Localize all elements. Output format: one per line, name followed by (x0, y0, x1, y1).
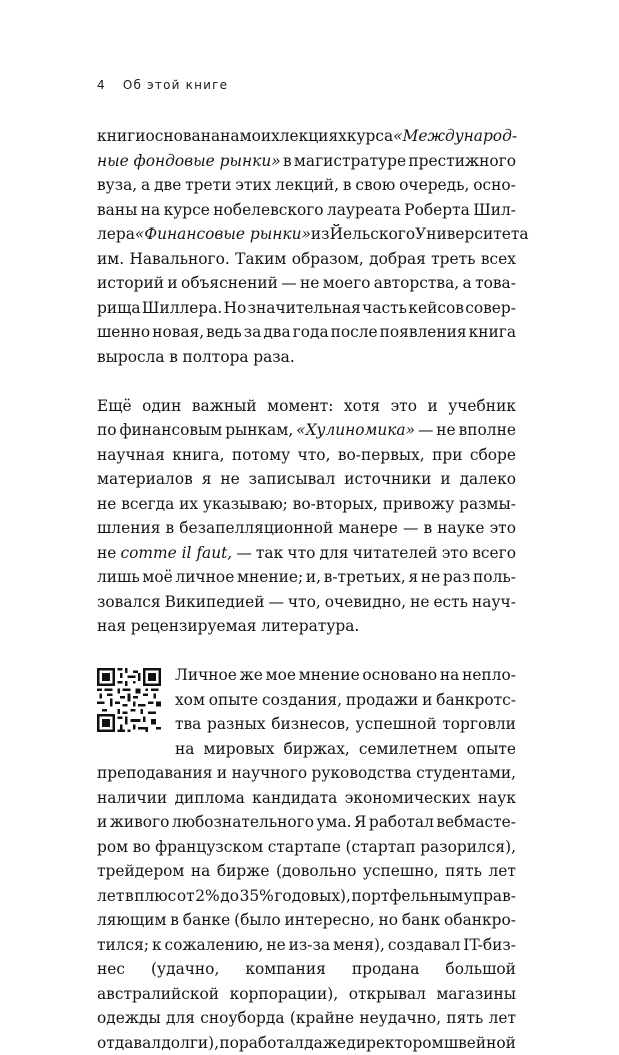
word: всегда (121, 492, 174, 517)
word: опыте (209, 688, 258, 713)
word: годовых), (274, 884, 351, 909)
word: раз (443, 565, 470, 590)
word: корпорации), (230, 982, 339, 1007)
word: Я (354, 810, 366, 835)
word: образом, (292, 247, 364, 272)
word: года (293, 320, 329, 345)
word: две (154, 173, 181, 198)
qr-code-icon[interactable] (97, 668, 161, 732)
word: преподавания (97, 761, 212, 786)
word: студентами, (416, 761, 516, 786)
word: материалов (97, 467, 193, 492)
word: что (287, 541, 315, 566)
word: пять (446, 1006, 483, 1031)
word: сборе (470, 443, 516, 468)
text-line (97, 957, 516, 982)
word: за (244, 320, 262, 345)
word: портфельным (352, 884, 464, 909)
word: Университета (415, 222, 528, 247)
word: лет (97, 884, 124, 909)
text-line (97, 1031, 516, 1055)
text-line (175, 737, 516, 762)
word: биржах, (283, 737, 349, 762)
word: лишь (97, 565, 140, 590)
word: продана (352, 957, 419, 982)
word: очередь, (399, 173, 469, 198)
text-line (97, 908, 516, 933)
word: привожу (383, 492, 455, 517)
word: объяснений (181, 271, 278, 296)
word: часть (362, 296, 407, 321)
word: и, (306, 565, 321, 590)
word: (довольно (276, 859, 356, 884)
word: что, (298, 443, 331, 468)
word: продажи (346, 688, 418, 713)
word: неудачно, (359, 1006, 441, 1031)
word: швейной (444, 1031, 516, 1055)
word: директором (346, 1031, 443, 1055)
word: лекциях (280, 124, 347, 149)
word: так (256, 541, 283, 566)
text-line (97, 222, 516, 247)
word: после (331, 320, 378, 345)
word: и (440, 467, 450, 492)
word: на (191, 859, 210, 884)
text-line (175, 663, 516, 688)
word: руководства (312, 761, 412, 786)
word: книга, (172, 443, 224, 468)
word: не (410, 590, 429, 615)
text-line (97, 271, 516, 296)
word: мировых (203, 737, 274, 762)
word: их (179, 492, 198, 517)
word: Но (224, 296, 247, 321)
text-line (97, 247, 516, 272)
word: на (440, 663, 459, 688)
word: в (423, 516, 432, 541)
word: размы- (459, 492, 516, 517)
word: рища (97, 296, 141, 321)
word: экономических (345, 786, 471, 811)
word: во-первых, (338, 443, 425, 468)
word: магазины (436, 982, 516, 1007)
word: кандидата (252, 786, 337, 811)
word: Навального. (129, 247, 229, 272)
word: до (220, 884, 239, 909)
word: ром (97, 835, 128, 860)
word: Википедией (165, 590, 265, 615)
word: курсе (164, 198, 210, 223)
word: австралийской (97, 982, 219, 1007)
word: даже (304, 1031, 346, 1055)
word: очевидно, (325, 590, 406, 615)
word: лера (97, 222, 135, 247)
word: лауреата (327, 198, 401, 223)
word: финансовым (119, 418, 222, 443)
word: книги (97, 124, 145, 149)
word: сожалению, (165, 933, 264, 958)
word: разных (207, 712, 266, 737)
text-line (97, 859, 516, 884)
text-line (97, 1006, 516, 1031)
word: это (391, 394, 417, 419)
word: создавал (388, 933, 461, 958)
word: и (97, 810, 107, 835)
text-line (97, 418, 516, 443)
word: ведь (206, 320, 242, 345)
word: во-вторых, (293, 492, 378, 517)
text-line (97, 173, 516, 198)
emphasis-word: «Финансовые рынки» (135, 222, 311, 247)
text-line (97, 933, 516, 958)
word: манере (338, 516, 397, 541)
text-line (97, 345, 516, 370)
running-header (97, 78, 228, 92)
text-line (97, 810, 516, 835)
word: тва (175, 712, 201, 737)
word: (крайне (290, 1006, 354, 1031)
word: — (236, 541, 251, 566)
word: появления (380, 320, 467, 345)
word: долги), (161, 1031, 219, 1055)
word: основана (145, 124, 220, 149)
word: моё (142, 565, 172, 590)
word: безапелляционной (179, 516, 333, 541)
word: (стартап (346, 835, 416, 860)
word: бизнесов, (271, 712, 350, 737)
word: основано (362, 663, 437, 688)
word: Шиллера. (142, 296, 222, 321)
word: один (142, 394, 181, 419)
page-number: 4 (97, 78, 106, 92)
word: не (220, 467, 239, 492)
text-line (175, 712, 516, 737)
word: поработал (219, 1031, 304, 1055)
text-line (97, 394, 516, 419)
word: хом (175, 688, 205, 713)
word: к (152, 933, 162, 958)
word: Личное (175, 663, 237, 688)
word: разорился), (420, 835, 516, 860)
word: науч- (472, 590, 516, 615)
word: научная (97, 443, 165, 468)
word: для (320, 541, 349, 566)
word: курса (347, 124, 393, 149)
word: ума. (316, 810, 351, 835)
word: пять (445, 859, 482, 884)
word: диплома (175, 786, 245, 811)
word: во (133, 835, 151, 860)
word: я (202, 467, 212, 492)
word: плюс (134, 884, 176, 909)
emphasis-word: «Хулиномика» (296, 418, 415, 443)
word: важный (192, 394, 257, 419)
word: зовался (97, 590, 161, 615)
word: науке (437, 516, 484, 541)
word: ляющим (97, 908, 166, 933)
emphasis-word: «Международ- (393, 124, 517, 149)
word: — (403, 516, 418, 541)
word: магистратуре (294, 149, 406, 174)
word: лет (489, 1006, 516, 1031)
word: сноуборда (200, 1006, 284, 1031)
word: работал (369, 810, 434, 835)
word: источники (344, 467, 431, 492)
word: банке (183, 908, 230, 933)
word: меня), (333, 933, 385, 958)
word: Йельского (330, 222, 416, 247)
word: из (311, 222, 330, 247)
word: вуза, (97, 173, 137, 198)
word: добрая (369, 247, 426, 272)
word: Ещё (97, 394, 132, 419)
word: указываю; (203, 492, 288, 517)
word: но (378, 908, 398, 933)
word: на (141, 198, 160, 223)
word: в (170, 908, 179, 933)
word: — (281, 271, 296, 296)
word: не (266, 933, 285, 958)
word: рецензируемая (131, 614, 257, 639)
word: наук (478, 786, 516, 811)
paragraph (97, 394, 516, 639)
word: престижного (408, 149, 516, 174)
word: значительная (248, 296, 361, 321)
word: новая, (152, 320, 204, 345)
text-line (97, 467, 516, 492)
word: вполне (459, 418, 516, 443)
text-line (97, 492, 516, 517)
text-line (97, 296, 516, 321)
word: раза. (253, 345, 295, 370)
word: моих (240, 124, 280, 149)
paragraph (97, 124, 516, 369)
word: не (97, 541, 116, 566)
word: мое (266, 663, 296, 688)
word: опыте (467, 737, 516, 762)
word: французском (155, 835, 263, 860)
word: не (436, 418, 455, 443)
word: в (169, 345, 178, 370)
word: семилетнем (359, 737, 458, 762)
word: не (97, 492, 116, 517)
word: им. (97, 247, 124, 272)
word: и (427, 394, 437, 419)
word: литература. (261, 614, 359, 639)
word: 35% (240, 884, 274, 909)
word: — (418, 418, 433, 443)
word: кейсов (408, 296, 464, 321)
word: банкротс- (436, 688, 516, 713)
text-line (175, 688, 516, 713)
word: и (422, 688, 432, 713)
text-line (97, 835, 516, 860)
text-line (97, 516, 516, 541)
word: всех (481, 247, 516, 272)
word: читателей (353, 541, 438, 566)
word: всего (472, 541, 516, 566)
word: я (408, 565, 418, 590)
word: успешно, (363, 859, 439, 884)
word: — (269, 590, 284, 615)
word: треть (431, 247, 475, 272)
word: а (463, 271, 472, 296)
word: стартапе (268, 835, 341, 860)
word: (было (234, 908, 281, 933)
word: Роберта (404, 198, 470, 223)
word: личное (175, 565, 234, 590)
word: большой (445, 957, 516, 982)
word: лет (489, 859, 516, 884)
word: вебмасте- (436, 810, 516, 835)
word: для (166, 1006, 195, 1031)
word: компания (245, 957, 326, 982)
word: осно- (473, 173, 516, 198)
word: мнение (299, 663, 360, 688)
word: неплo- (462, 663, 516, 688)
word: одежды (97, 1006, 161, 1031)
emphasis-word: comme il faut, (121, 541, 233, 566)
word: трети (185, 173, 231, 198)
word: бирже (217, 859, 270, 884)
word: хотя (344, 394, 380, 419)
word: Таким (235, 247, 286, 272)
text-line (97, 761, 516, 786)
word: и (167, 271, 177, 296)
text-line (97, 565, 516, 590)
word: записывал (249, 467, 336, 492)
text-line (97, 443, 516, 468)
word: это (490, 516, 516, 541)
word: лекций, (275, 173, 339, 198)
text-line (97, 884, 516, 909)
word: при (432, 443, 462, 468)
word: поль- (473, 565, 516, 590)
word: потому (232, 443, 290, 468)
text-line (97, 124, 516, 149)
word: открывал (349, 982, 426, 1007)
text-line (97, 786, 516, 811)
body-text (97, 124, 516, 1055)
word: учебник (448, 394, 516, 419)
word: из-за (289, 933, 330, 958)
word: полтора (183, 345, 249, 370)
word: это (442, 541, 468, 566)
word: свою (355, 173, 395, 198)
word: научного (232, 761, 308, 786)
word: трейдером (97, 859, 184, 884)
word: моего (323, 271, 371, 296)
word: выросла (97, 345, 165, 370)
word: Шил- (473, 198, 516, 223)
word: управ- (464, 884, 516, 909)
word: отдавал (97, 1031, 161, 1055)
word: же (240, 663, 263, 688)
word: обанкро- (444, 908, 516, 933)
word: от (177, 884, 195, 909)
word: в (166, 516, 175, 541)
word: това- (475, 271, 516, 296)
word: книга (469, 320, 516, 345)
running-title: Об этой книге (123, 78, 228, 92)
word: по (97, 418, 117, 443)
word: живого (110, 810, 170, 835)
word: шенно (97, 320, 150, 345)
word: нобелевского (213, 198, 323, 223)
word: в (283, 149, 292, 174)
word: интересно, (285, 908, 375, 933)
word: ваны (97, 198, 137, 223)
word: 2% (195, 884, 219, 909)
word: любознательного (172, 810, 314, 835)
word: историй (97, 271, 164, 296)
word: шления (97, 516, 160, 541)
text-line (97, 590, 516, 615)
word: не (300, 271, 319, 296)
word: ная (97, 614, 126, 639)
word: наличии (97, 786, 167, 811)
word: авторства, (374, 271, 459, 296)
word: на (175, 737, 194, 762)
word: совер- (465, 296, 516, 321)
word: успешной (356, 712, 437, 737)
word: момент: (267, 394, 333, 419)
word: есть (433, 590, 468, 615)
text-line (97, 149, 516, 174)
text-line (97, 982, 516, 1007)
word: нес (97, 957, 125, 982)
text-line (97, 614, 516, 639)
word: на (220, 124, 239, 149)
word: (удачно, (151, 957, 219, 982)
emphasis-word: ные фондовые рынки» (97, 149, 281, 174)
word: в-третьих, (324, 565, 406, 590)
word: мнение; (237, 565, 303, 590)
text-line (97, 198, 516, 223)
word: в (343, 173, 352, 198)
word: а (141, 173, 150, 198)
word: в (125, 884, 134, 909)
word: два (263, 320, 290, 345)
text-line (97, 541, 516, 566)
word: и (217, 761, 227, 786)
word: IT-биз- (463, 933, 516, 958)
word: тился; (97, 933, 149, 958)
word: далеко (460, 467, 516, 492)
word: банк (402, 908, 440, 933)
word: этих (235, 173, 271, 198)
text-line (97, 320, 516, 345)
word: торговли (442, 712, 516, 737)
word: рынкам, (225, 418, 293, 443)
word: не (421, 565, 440, 590)
word: создания, (262, 688, 342, 713)
word: что, (288, 590, 321, 615)
